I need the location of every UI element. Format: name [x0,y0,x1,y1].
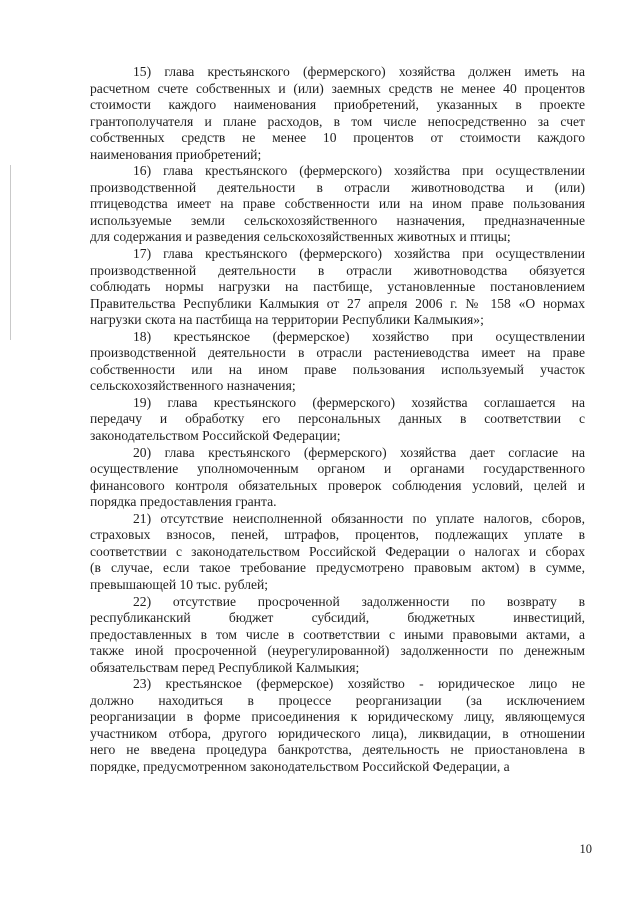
paragraph-p23 [90,676,585,775]
paragraph-line: законодательством Российской Федерации; [90,428,341,444]
paragraph-line: для содержания и разведения сельскохозяйственных животных и птицы; [90,229,511,245]
paragraph-line: нагрузки скота на пастбища на территории Республики Калмыкия»; [90,312,484,328]
paragraph-line: него не введена процедура банкротства, деятельность не приостановлена в [90,742,585,758]
paragraph-line: стоимости каждого наименования приобретений, указанных в проекте [90,97,585,113]
paragraph-line: передачу и обработку его персональных данных в соответствии с [90,411,585,427]
paragraph-p22 [90,594,585,677]
paragraph-line: 16) глава крестьянского (фермерского) хозяйства при осуществлении [133,163,585,179]
paragraph-line: птицеводства имеет на праве собственности или на ином праве пользования [90,196,585,212]
paragraph-line: Правительства Республики Калмыкия от 27 апреля 2006 г. № 158 «О нормах [90,295,585,311]
paragraph-line: должно находиться в процессе реорганизации (за исключением [90,692,585,708]
paragraph-line: соблюдать нормы нагрузки на пастбище, установленные постановлением [90,279,585,295]
paragraph-line: производственной деятельности в отрасли животноводства и (или) [90,179,585,195]
paragraph-line: предоставленных в том числе в соответствии с иными правовыми актами, а [90,626,585,642]
paragraph-p19 [90,395,585,445]
paragraph-line: осуществление уполномоченным органом и органами государственного [90,461,585,477]
paragraph-line: превышающей 10 тыс. рублей; [90,576,269,592]
paragraph-p20 [90,445,585,511]
paragraph-line: 23) крестьянское (фермерское) хозяйство - юридическое лицо не [133,676,585,692]
paragraph-line: обязательствам перед Республикой Калмыкия; [90,659,360,675]
paragraph-line: порядка предоставления гранта. [90,494,277,510]
paragraph-line: расчетном счете собственных и (или) заемных средств не менее 40 процентов [90,80,585,96]
paragraph-line: также иной просроченной (неурегулированной) задолженности по денежным [90,643,585,659]
scan-margin-line [10,165,11,340]
paragraph-line: производственной деятельности в отрасли растениеводства имеет на праве [90,345,585,361]
paragraph-line: участником отбора, другого юридического лица), ликвидации, в отношении [90,725,585,741]
page-number: 10 [579,842,592,856]
paragraph-line: производственной деятельности в отрасли животноводства обязуется [90,262,585,278]
paragraph-line: республиканский бюджет субсидий, бюджетных инвестиций, [90,610,585,626]
paragraph-line: реорганизации в форме присоединения к юридическому лицу, являющемуся [90,709,585,725]
paragraph-line: грантополучателя и плане расходов, в том числе непосредственно за счет [90,113,585,129]
paragraph-p15 [90,64,585,163]
paragraph-line: 20) глава крестьянского (фермерского) хозяйства дает согласие на [133,444,585,460]
paragraph-line: собственных средств не менее 10 процентов от стоимости каждого [90,130,585,146]
paragraph-line: страховых взносов, пеней, штрафов, процентов, подлежащих уплате в [90,527,585,543]
paragraph-line: собственности или на ином праве пользования используемый участок [90,361,585,377]
paragraph-line: сельскохозяйственного назначения; [90,378,296,394]
paragraph-line: 19) глава крестьянского (фермерского) хозяйства соглашается на [133,394,585,410]
paragraph-line: 22) отсутствие просроченной задолженности по возврату в [133,593,585,609]
paragraph-p17 [90,246,585,329]
paragraph-line: порядке, предусмотренном законодательством Российской Федерации, а [90,758,510,774]
paragraph-line: используемые земли сельскохозяйственного назначения, предназначенные [90,212,585,228]
paragraph-line: финансового контроля обязательных проверок соблюдения условий, целей и [90,477,585,493]
paragraph-p16 [90,163,585,246]
paragraph-line: 15) глава крестьянского (фермерского) хозяйства должен иметь на [133,64,585,79]
paragraph-line: 18) крестьянское (фермерское) хозяйство при осуществлении [133,328,585,344]
paragraph-p18 [90,329,585,395]
paragraph-line: 17) глава крестьянского (фермерского) хозяйства при осуществлении [133,246,585,262]
paragraph-p21 [90,511,585,594]
paragraph-line: наименования приобретений; [90,146,262,162]
paragraph-line: соответствии с законодательством Российской Федерации о налогах и сборах [90,543,585,559]
paragraph-line: (в случае, если такое требование предусмотрено правовым актом) в сумме, [90,560,585,576]
paragraph-line: 21) отсутствие неисполненной обязанности по уплате налогов, сборов, [133,510,585,526]
document-body [90,64,585,776]
